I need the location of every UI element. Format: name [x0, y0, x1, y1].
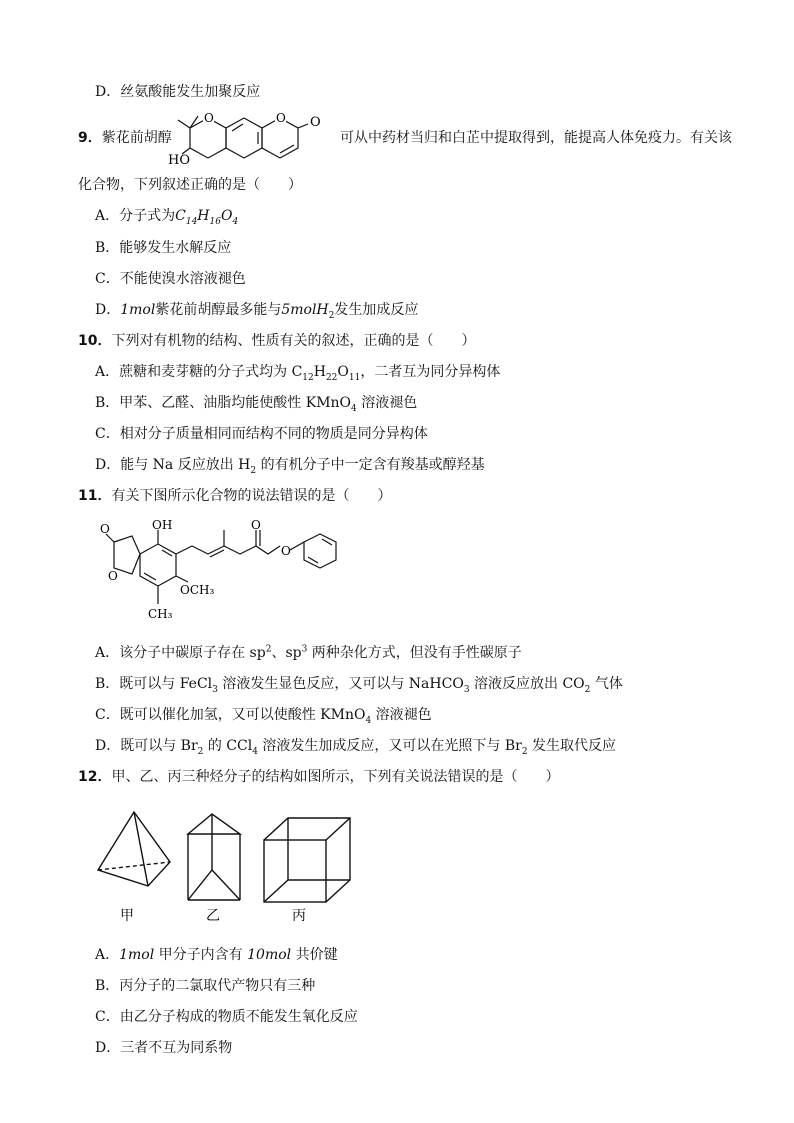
- q9-ring-o-right: O: [276, 111, 286, 125]
- q12-option-a: A．1mol 甲分子内含有 10mol 共价键: [95, 947, 338, 963]
- q11-ester-o-top: O: [251, 520, 261, 532]
- q12-figure: [92, 808, 372, 928]
- q11-oh-label: OH: [152, 520, 173, 532]
- q11-ring-o: O: [108, 569, 118, 583]
- q12-option-c: C．由乙分子构成的物质不能发生氧化反应: [95, 1009, 358, 1025]
- q9-carbonyl-o: O: [310, 115, 321, 130]
- q9-stem-after: 可从中药材当归和白芷中提取得到，能提高人体免疫力。有关该: [340, 130, 732, 146]
- q11-ch3-label: CH₃: [148, 607, 173, 621]
- q11-option-d: D．既可以与 $Br_2$ 的 CCl$_4$ 溶液发生加成反应，又可以在光照下与 $Br_2$ 发生取代反应: [95, 738, 617, 757]
- q10-option-b: B．甲苯、乙醛、油脂均能使酸性 KMnO$_4$ 溶液褪色: [95, 395, 418, 414]
- q9-option-a-formula: $C_{14}H_{16}O_4$: [175, 208, 239, 227]
- q9-ho-label: HO: [168, 153, 190, 168]
- q10-stem: 10．下列对有机物的结构、性质有关的叙述，正确的是（ ）: [78, 333, 476, 349]
- q11-och3-label: OCH₃: [180, 583, 215, 597]
- q12-option-b: B．丙分子的二氯取代产物只有三种: [95, 978, 316, 994]
- q11-ester-o: O: [281, 544, 291, 558]
- prism-shape: [188, 814, 240, 900]
- q11-option-c: C．既可以催化加氢，又可以使酸性 KMnO$_4$ 溶液褪色: [95, 707, 432, 726]
- q12-number: 12．: [78, 769, 112, 785]
- cube-shape: [264, 818, 350, 902]
- q11-structure: [100, 520, 360, 628]
- q10-option-a: A．蔗糖和麦芽糖的分子式均为 $C_{12}H_{22}O_{11}$，二者互为同分异构体: [95, 364, 501, 383]
- q11-option-a: A．该分子中碳原子存在 $sp^2$、$sp^3$ 两种杂化方式，但没有手性碳原子: [95, 644, 522, 661]
- q12-stem: 12．甲、乙、丙三种烃分子的结构如图所示，下列有关说法错误的是（ ）: [78, 769, 560, 785]
- q9-option-a-text: A．分子式为: [95, 208, 176, 224]
- q9-number: 9．: [78, 130, 102, 146]
- q9-option-a: [95, 207, 238, 225]
- q11-option-b: B．既可以与 FeCl$_3$ 溶液发生显色反应，又可以与 NaHCO$_3$ 溶液反应放出 $CO_2$ 气体: [95, 676, 623, 695]
- q9-ring-o-left: O: [204, 111, 214, 125]
- q9-stem-line1: [78, 129, 172, 147]
- q9-option-d: D．1mol紫花前胡醇最多能与5molH$_2$发生加成反应: [95, 302, 419, 321]
- label-yi: 乙: [206, 908, 220, 924]
- q9-option-c: C．不能使溴水溶液褪色: [95, 271, 246, 287]
- q10-option-c: C．相对分子质量相同而结构不同的物质是同分异构体: [95, 426, 428, 442]
- q9-structure: [168, 110, 338, 170]
- q11-carbonyl-o: O: [100, 522, 110, 536]
- q11-number: 11．: [78, 488, 112, 504]
- q9-lead: 紫花前胡醇: [101, 130, 172, 146]
- tetrahedron-shape: [98, 812, 170, 886]
- q8-option-d: D．丝氨酸能发生加聚反应: [95, 84, 261, 100]
- label-bing: 丙: [292, 908, 306, 924]
- label-jia: 甲: [120, 908, 134, 924]
- q9-option-b: B．能够发生水解反应: [95, 240, 232, 256]
- q9-stem-line2: 化合物，下列叙述正确的是（ ）: [78, 177, 302, 193]
- q10-option-d: D．能与 Na 反应放出 $H_2$ 的有机分子中一定含有羧基或醇羟基: [95, 457, 485, 476]
- q10-number: 10．: [78, 333, 112, 349]
- q11-stem: 11．有关下图所示化合物的说法错误的是（ ）: [78, 488, 392, 504]
- q12-option-d: D．三者不互为同系物: [95, 1040, 233, 1056]
